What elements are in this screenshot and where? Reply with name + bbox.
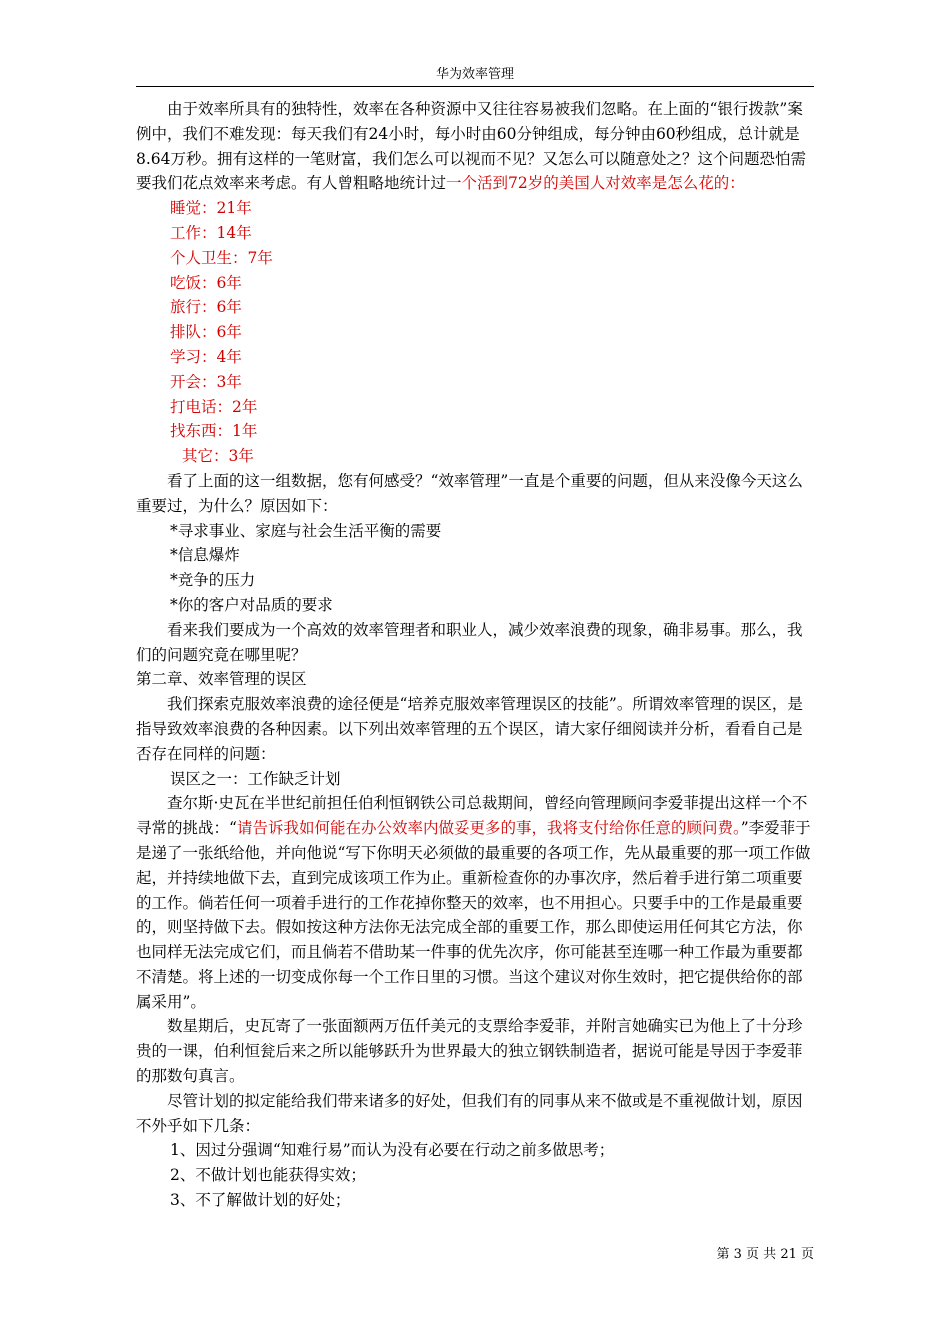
cause-item: 1、因过分强调“知难行易”而认为没有必要在行动之前多做思考； [170, 1141, 615, 1160]
time-item-eating: 吃饭：6年 [170, 273, 242, 292]
reason-item: *你的客户对品质的要求 [170, 595, 333, 614]
time-item-sleep: 睡觉：21年 [170, 199, 252, 218]
intro-highlight: 一个活到72岁的美国人对效率是怎么花的： [446, 174, 745, 193]
cause-item: 2、不做计划也能获得实效； [170, 1166, 366, 1185]
cause-item: 3、不了解做计划的好处； [170, 1191, 351, 1210]
reason-item: *竞争的压力 [170, 571, 256, 590]
time-item-meeting: 开会：3年 [170, 372, 242, 391]
subheading-misconception-1: 误区之一：工作缺乏计划 [170, 769, 341, 788]
paragraph-transition: 看来我们要成为一个高效的效率管理者和职业人，减少效率浪费的现象，确非易事。那么，我们的问题究竟在哪里呢？ [136, 620, 803, 664]
paragraph-reflection: 看了上面的这一组数据，您有何感受？“效率管理”一直是个重要的问题，但从来没像今天这么重要过，为什么？原因如下： [136, 471, 803, 515]
paragraph-outcome: 数星期后，史瓦寄了一张面额两万伍仟美元的支票给李爱菲，并附言她确实已为他上了十分珍贵的一课，伯利恒瓮后来之所以能够跃升为世界最大的独立钢铁制造者，据说可能是导因于李爱菲的那数句真言。 [136, 1017, 803, 1086]
paragraph-story [136, 791, 814, 1014]
intro-text: 由于效率所具有的独特性，效率在各种资源中又往往容易被我们忽略。在上面的“银行拨款”案例中，我们不难发现：每天我们有24小时，每小时由60分钟组成，每分钟由60秒组成，总计就是8.64万秒。拥有这样的一笔财富，我们怎么可以视而不见？又怎么可以随意处之？这个问题恐怕需要我们花点效率来考虑。有人曾粗略地统计过 [136, 100, 807, 193]
page-body [136, 97, 814, 1213]
time-item-queue: 排队：6年 [170, 323, 242, 342]
reason-item: *寻求事业、家庭与社会生活平衡的需要 [170, 521, 442, 540]
story-text-b: ”李爱菲于是递了一张纸给他，并向他说“写下你明天必须做的最重要的各项工作，先从最重要的那一项工作做起，并持续地做下去，直到完成该项工作为止。重新检查你的办事次序，然后着手进行第二项重要的工作。倘若任何一项着手进行的工作花掉你整天的效率，也不用担心。只要手中的工作是最重要的，则坚持做下去。假如按这种方法你无法完成全部的重要工作，那么即使运用任何其它方法，你也同样无法完成它们，而且倘若不借助某一件事的优先次序，你可能甚至连哪一种工作最为重要都不清楚。将上述的一切变成你每一个工作日里的习惯。当这个建议对你生效时，把它提供给你的部属采用”。 [136, 819, 811, 1011]
time-item-phone: 打电话：2年 [170, 397, 258, 416]
time-item-travel: 旅行：6年 [170, 298, 242, 317]
time-item-hygiene: 个人卫生：7年 [170, 248, 273, 267]
header-rule [136, 86, 814, 87]
time-item-other: 其它：3年 [182, 447, 254, 466]
page-header-title: 华为效率管理 [435, 67, 514, 82]
time-item-searching: 找东西：1年 [170, 422, 258, 441]
reason-item: *信息爆炸 [170, 546, 240, 565]
time-item-work: 工作：14年 [170, 223, 252, 242]
paragraph-planning: 尽管计划的拟定能给我们带来诸多的好处，但我们有的同事从来不做或是不重视做计划，原因不外乎如下几条： [136, 1091, 803, 1135]
time-item-study: 学习：4年 [170, 347, 242, 366]
story-quote-highlight: 请告诉我如何能在办公效率内做妥更多的事，我将支付给你任意的顾问费。 [236, 819, 741, 838]
paragraph-misconceptions: 我们探索克服效率浪费的途径便是“培养克服效率管理误区的技能”。所谓效率管理的误区，是指导致效率浪费的各种因素。以下列出效率管理的五个误区，请大家仔细阅读并分析，看看自己是否存在同样的问题： [136, 695, 803, 763]
chapter-heading: 第二章、效率管理的误区 [136, 670, 307, 689]
paragraph-intro [136, 97, 814, 196]
page-number: 第 3 页 共 21 页 [716, 1247, 814, 1262]
story-text-a: 查尔斯·史瓦在半世纪前担任伯利恒钢铁公司总裁期间，曾经向管理顾问李爱菲提出这样一个不寻常的挑战：“ [136, 794, 808, 838]
